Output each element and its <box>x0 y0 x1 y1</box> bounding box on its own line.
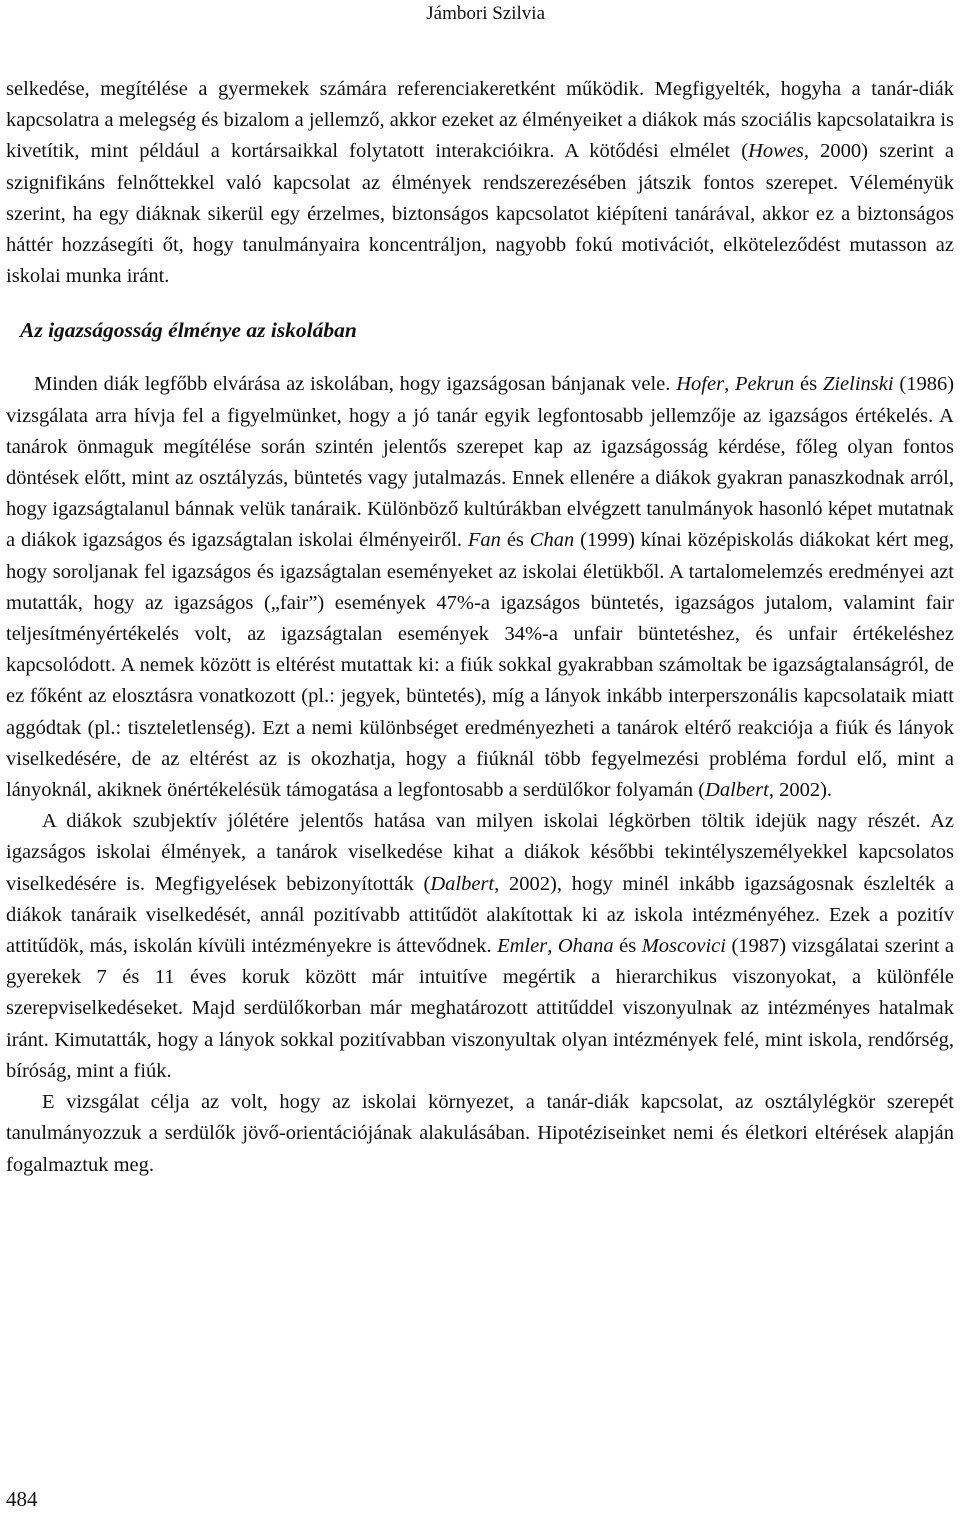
text-run: Minden diák legfőbb elvárása az iskolában, hogy igazságosan bánjanak vele. <box>34 373 677 396</box>
text-run: , 2000) szerint a szignifikáns felnőttekkel való kapcsolat az élmények rendszerezésében játszik fontos szerepet. Véleményük szerint, ha egy diáknak sikerül egy érzelmes, biztonságos kapcsolatot kiépíteni tanárával, akkor ez a biztonságos háttér hozzásegíti őt, hogy tanulmányaira koncentráljon, nagyobb fokú motivációt, elköteleződést mutasson az iskolai munka iránt. <box>6 140 954 288</box>
citation-author: Ohana <box>557 935 614 958</box>
text-run: (1986) vizsgálata arra hívja fel a figyelmünket, hogy a jó tanár egyik legfontosabb jellemzője az igazságos értékelés. A tanárok önmaguk megítélése során szintén jelentős szerepet kap az igazságosság kérdése, főleg olyan fontos döntések előtt, mint az osztályzás, büntetés vagy jutalmazás. Ennek ellenére a diákok gyakran panaszkodnak arról, hogy igazságtalanul bánnak velük tanáraik. Különböző kultúrákban elvégzett tanulmányok hasonló képet mutatnak a diákok igazságos és igazságtalan iskolai élményeiről. <box>6 373 955 552</box>
text-run: selkedése, megítélése a gyermekek számára referenciakeretként működik. Megfigyelték, hogyha a tanár-diák kapcsolatra a melegség és bizalom a jellemző, akkor ezeket az élményeiket a diákok más szociális kapcsolataikra is kivetítik, mint például a kortársaikkal folytatott interakcióikra. A kötődési elmélet ( <box>6 78 954 163</box>
citation-author: Fan <box>467 529 501 552</box>
text-run: , <box>547 935 558 958</box>
citation-author: Howes <box>748 140 804 163</box>
citation-author: Dalbert <box>705 779 769 802</box>
text-run: , <box>724 373 736 396</box>
citation-author: Hofer <box>676 373 725 396</box>
section-heading: Az igazságosság élménye az iskolában <box>20 318 357 343</box>
text-run: és <box>500 529 530 552</box>
text-run: és <box>794 373 823 396</box>
citation-author: Emler <box>497 935 548 958</box>
text-run: , 2002). <box>768 779 833 802</box>
paragraph-3 <box>6 806 954 1087</box>
citation-author: Moscovici <box>641 935 726 958</box>
paragraph-4 <box>6 1087 954 1181</box>
citation-author: Dalbert <box>430 872 495 895</box>
citation-author: Zielinski <box>822 373 894 396</box>
text-run: , 2002), hogy minél inkább igazságosnak észlelték a diákok tanáraik viselkedését, annál pozitívabb attitűdöt alakítottak ki az iskola intézményéhez. Ezek a pozitív attitűdök, más, iskolán kívüli intézményekre is áttevődnek. <box>6 872 954 958</box>
citation-author: Pekrun <box>735 373 795 396</box>
page-number: 484 <box>6 1487 38 1511</box>
page-body <box>6 74 954 1181</box>
text-run: E vizsgálat célja az volt, hogy az iskolai környezet, a tanár-diák kapcsolat, az osztálylégkör szerepét tanulmányozzuk a serdülők jövő-orientációjának alakulásában. Hipotéziseinket nemi és életkori eltérések alapján fogalmaztuk meg. <box>6 1091 954 1176</box>
running-header <box>360 2 960 26</box>
text-run: és <box>613 935 642 958</box>
paragraph-2 <box>6 369 954 806</box>
text-run: A diákok szubjektív jólétére jelentős hatása van milyen iskolai légkörben töltik idejük nagy részét. Az igazságos iskolai élmények, a tanárok viselkedése kihat a diákok későbbi tekintélyszemélyekkel kapcsolatos viselkedésére is. Megfigyelések bebizonyították ( <box>6 810 954 895</box>
header-author: Jámbori Szilvia <box>426 3 545 24</box>
citation-author: Chan <box>529 529 575 552</box>
text-run: (1999) kínai középiskolás diákokat kért meg, hogy soroljanak fel igazságos és igazságtalan eseményeket az iskolai életükből. A tartalomelemzés eredményei azt mutatták, hogy az igazságos („fair”) események 47%-a igazságos büntetés, igazságos jutalom, valamint fair teljesítményértékelés volt, az igazságtalan események 34%-a unfair büntetéshez, és unfair értékeléshez kapcsolódott. A nemek között is eltérést mutattak ki: a fiúk sokkal gyakrabban számoltak be igazságtalanságról, de ez főként az elosztásra vonatkozott (pl.: jegyek, büntetés), míg a lányok inkább interperszonális kapcsolataik miatt aggódtak (pl.: tiszteletlenség). Ezt a nemi különbséget eredményezheti a tanárok eltérő reakciója a fiúk és lányok viselkedésére, de az eltérést az is okozhatja, hogy a fiúknál több fegyelmezési probléma fordul elő, mint a lányoknál, akiknek önértékelésük támogatása a legfontosabb a serdülőkor folyamán ( <box>6 529 954 802</box>
text-run: (1987) vizsgálatai szerint a gyerekek 7 és 11 éves koruk között már intuitíve megértik a hierarchikus viszonyokat, a különféle szerepviselkedéseket. Majd serdülőkorban már meghatározott attitűddel viszonyulnak az intézményes hatalmak iránt. Kimutatták, hogy a lányok sokkal pozitívabban viszonyultak olyan intézmények felé, mint iskola, rendőrség, bíróság, mint a fiúk. <box>6 935 954 1082</box>
paragraph-1 <box>6 74 954 292</box>
